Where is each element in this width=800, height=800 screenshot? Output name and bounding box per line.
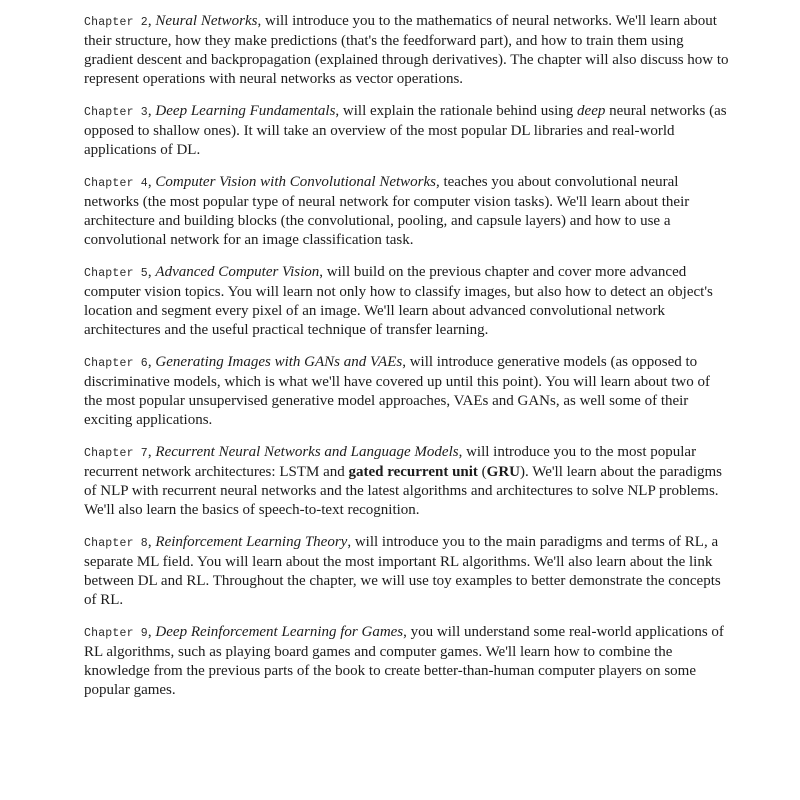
- chapter-reference: Chapter 3: [84, 106, 148, 119]
- chapter-reference: Chapter 9: [84, 627, 148, 640]
- body-text: , will introduce you to the main paradigms and terms of RL, a separate ML field. You will learn about the most important RL algorithms. We'll also learn about the link between DL and RL. Throughout the chapter, we will use toy examples to better demonstrate the concepts of RL.: [84, 534, 721, 608]
- chapter-title: Recurrent Neural Networks and Language Models: [155, 444, 459, 460]
- chapter-paragraph: Chapter 7, Recurrent Neural Networks and Language Models, will introduce you to the most popular recurrent network architectures: LSTM and gated recurrent unit (GRU). We'll learn about the paradigms of NLP with recurrent neural networks and the latest algorithms and architectures to solve NLP problems. We'll also learn the basics of speech-to-text recognition.: [84, 444, 723, 518]
- bold-term: GRU: [486, 464, 521, 480]
- body-text: ). We'll learn about the paradigms of NLP with recurrent neural networks and the latest algorithms and architectures to solve NLP problems. We'll also learn the basics of speech-to-text recognition.: [84, 464, 723, 518]
- bold-term: gated recurrent unit: [348, 464, 478, 480]
- chapter-paragraph: Chapter 5, Advanced Computer Vision, will build on the previous chapter and cover more advanced computer vision topics. You will learn not only how to classify images, but also how to detect an object's location and segment every pixel of an image. We'll learn about advanced convolutional network architectures and the useful practical technique of transfer learning.: [84, 264, 713, 338]
- chapter-title: Neural Networks: [155, 13, 258, 29]
- body-text: , will build on the previous chapter and cover more advanced computer vision topics. You will learn not only how to classify images, but also how to detect an object's location and segment every pixel of an image. We'll learn about advanced convolutional network architectures and the useful practical technique of transfer learning.: [84, 264, 713, 338]
- chapter-reference: Chapter 2: [84, 16, 148, 29]
- chapter-paragraph: Chapter 9, Deep Reinforcement Learning for Games, you will understand some real-world applications of RL algorithms, such as playing board games and computer games. We'll learn how to combine the knowledge from the previous parts of the book to create better-than-human computer players on some popular games.: [84, 624, 724, 698]
- emphasized-text: deep: [577, 103, 606, 119]
- chapter-paragraph: Chapter 3, Deep Learning Fundamentals, will explain the rationale behind using deep neural networks (as opposed to shallow ones). It will take an overview of the most popular DL libraries and real-world applications of DL.: [84, 103, 727, 158]
- chapter-list: [84, 12, 730, 700]
- chapter-reference: Chapter 8: [84, 537, 148, 550]
- chapter-reference: Chapter 7: [84, 447, 148, 460]
- body-text: , will introduce you to the most popular recurrent network architectures: LSTM and: [84, 444, 697, 480]
- chapter-title: Generating Images with GANs and VAEs: [155, 354, 403, 370]
- chapter-title: Deep Learning Fundamentals: [155, 103, 336, 119]
- chapter-paragraph: Chapter 4, Computer Vision with Convolutional Networks, teaches you about convolutional neural networks (the most popular type of neural network for computer vision tasks). We'll learn about their architecture and building blocks (the convolutional, pooling, and capsule layers) and how to use a convolutional network for an image classification task.: [84, 174, 690, 248]
- chapter-reference: Chapter 5: [84, 267, 148, 280]
- chapter-paragraph: Chapter 8, Reinforcement Learning Theory, will introduce you to the main paradigms and terms of RL, a separate ML field. You will learn about the most important RL algorithms. We'll also learn about the link between DL and RL. Throughout the chapter, we will use toy examples to better demonstrate the concepts of RL.: [84, 534, 721, 608]
- chapter-reference: Chapter 6: [84, 357, 148, 370]
- body-text: , you will understand some real-world applications of RL algorithms, such as playing board games and computer games. We'll learn how to combine the knowledge from the previous parts of the book to create better-than-human computer players on some popular games.: [84, 624, 724, 698]
- chapter-title: Deep Reinforcement Learning for Games: [155, 624, 404, 640]
- chapter-title: Computer Vision with Convolutional Networks: [155, 174, 436, 190]
- body-text: (: [477, 464, 487, 480]
- body-text: , will introduce you to the mathematics of neural networks. We'll learn about their structure, how they make predictions (that's the feedforward part), and how to train them using gradient descent and backpropagation (explained through derivatives). The chapter will also discuss how to represent operations with neural networks as vector operations.: [84, 13, 729, 87]
- body-text: neural networks (as opposed to shallow ones). It will take an overview of the most popular DL libraries and real-world applications of DL.: [84, 103, 727, 158]
- chapter-paragraph: Chapter 2, Neural Networks, will introduce you to the mathematics of neural networks. We'll learn about their structure, how they make predictions (that's the feedforward part), and how to train them using gradient descent and backpropagation (explained through derivatives). The chapter will also discuss how to represent operations with neural networks as vector operations.: [84, 13, 729, 87]
- body-text: , will introduce generative models (as opposed to discriminative models, which is what we'll have covered up until this point). You will learn about two of the most popular unsupervised generative model approaches, VAEs and GANs, as well some of their exciting applications.: [84, 354, 710, 428]
- body-text: , teaches you about convolutional neural networks (the most popular type of neural network for computer vision tasks). We'll learn about their architecture and building blocks (the convolutional, pooling, and capsule layers) and how to use a convolutional network for an image classification task.: [84, 174, 690, 248]
- chapter-title: Reinforcement Learning Theory: [155, 534, 348, 550]
- chapter-paragraph: Chapter 6, Generating Images with GANs and VAEs, will introduce generative models (as opposed to discriminative models, which is what we'll have covered up until this point). You will learn about two of the most popular unsupervised generative model approaches, VAEs and GANs, as well some of their exciting applications.: [84, 354, 710, 428]
- chapter-title: Advanced Computer Vision: [155, 264, 320, 280]
- chapter-reference: Chapter 4: [84, 177, 148, 190]
- body-text: , will explain the rationale behind using: [335, 103, 578, 119]
